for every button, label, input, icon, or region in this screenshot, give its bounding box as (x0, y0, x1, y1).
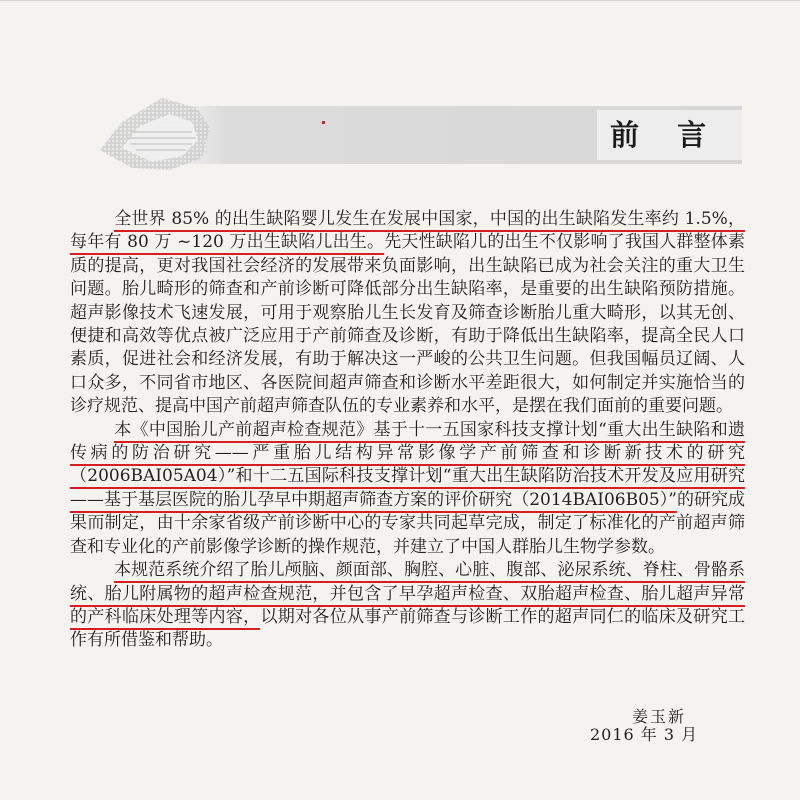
paragraph-3 (70, 559, 745, 653)
signature-name: 姜玉新 (632, 707, 687, 726)
paragraph-1 (70, 208, 745, 419)
chapter-title: 前 言 (610, 118, 721, 152)
paragraph-2 (70, 419, 745, 559)
plain-text: 先天性缺陷儿的出生不仅影响了我国人群整体素质的提高，更对我国社会经济的发展带来负面影响，出生缺陷已成为社会关注的重大卫生问题。胎儿畸形的筛查和产前诊断可降低部分出生缺陷率，是重要的出生缺陷预防措施。超声影像技术飞速发展，可用于观察胎儿生长发育及筛查诊断胎儿重大畸形，以其无创、便捷和高效等优点被广泛应用于产前筛查及诊断，有助于降低出生缺陷率，提高全民人口素质，促进社会和经济发展，有助于解决这一严峻的公共卫生问题。但我国幅员辽阔、人口众多，不同省市地区、各医院间超声筛查和诊断水平差距很大，如何制定并实施恰当的诊疗规范、提高中国产前超声筛查队伍的专业素养和水平，是摆在我们面前的重要问题。 (70, 232, 745, 417)
underlined-text: 本《中国胎儿产前超声检查规范》基于十一五国家科技支撑计划“重大出生缺陷和遗传病的防治研究——严重胎儿结构异常影像学产前筛查和诊断新技术的研究（2006BAI05A04）”和十二五国际科技支撑计划“重大出生缺陷防治技术开发及应用研究——基于基层医院的胎儿孕早中期超声筛查方案的评价研究（2014BAI06B05）” (70, 420, 745, 513)
plain-text: 以期对各位从事产前筛查与诊断工作的超声同仁的临床及研究工作有所借鉴和帮助。 (70, 606, 746, 651)
signature-date: 2016 年 3 月 (590, 725, 699, 744)
plain-text: 的研究成果而制定，由十余家省级产前诊断中心的专家共同起草完成，制定了标准化的产前超声筛查和专业化的产前影像学诊断的操作规范，并建立了中国人群胎儿生物学参数。 (70, 489, 746, 557)
frame-top-line (0, 0, 800, 1)
underlined-text: 全世界 85% 的出生缺陷婴儿发生在发展中国家，中国的出生缺陷发生率约 1.5%，每年有 80 万 ~120 万出生缺陷儿出生。 (70, 209, 745, 255)
red-mark-dot (322, 121, 325, 124)
underlined-text: 本规范系统介绍了胎儿颅脑、颜面部、胸腔、心脏、腹部、泌尿系统、脊柱、骨骼系统、胎儿附属物的超声检查规范，并包含了早孕超声检查、双胎超声检查、胎儿超声异常的产科临床处理等内容， (70, 560, 745, 630)
preface-body (70, 208, 745, 653)
